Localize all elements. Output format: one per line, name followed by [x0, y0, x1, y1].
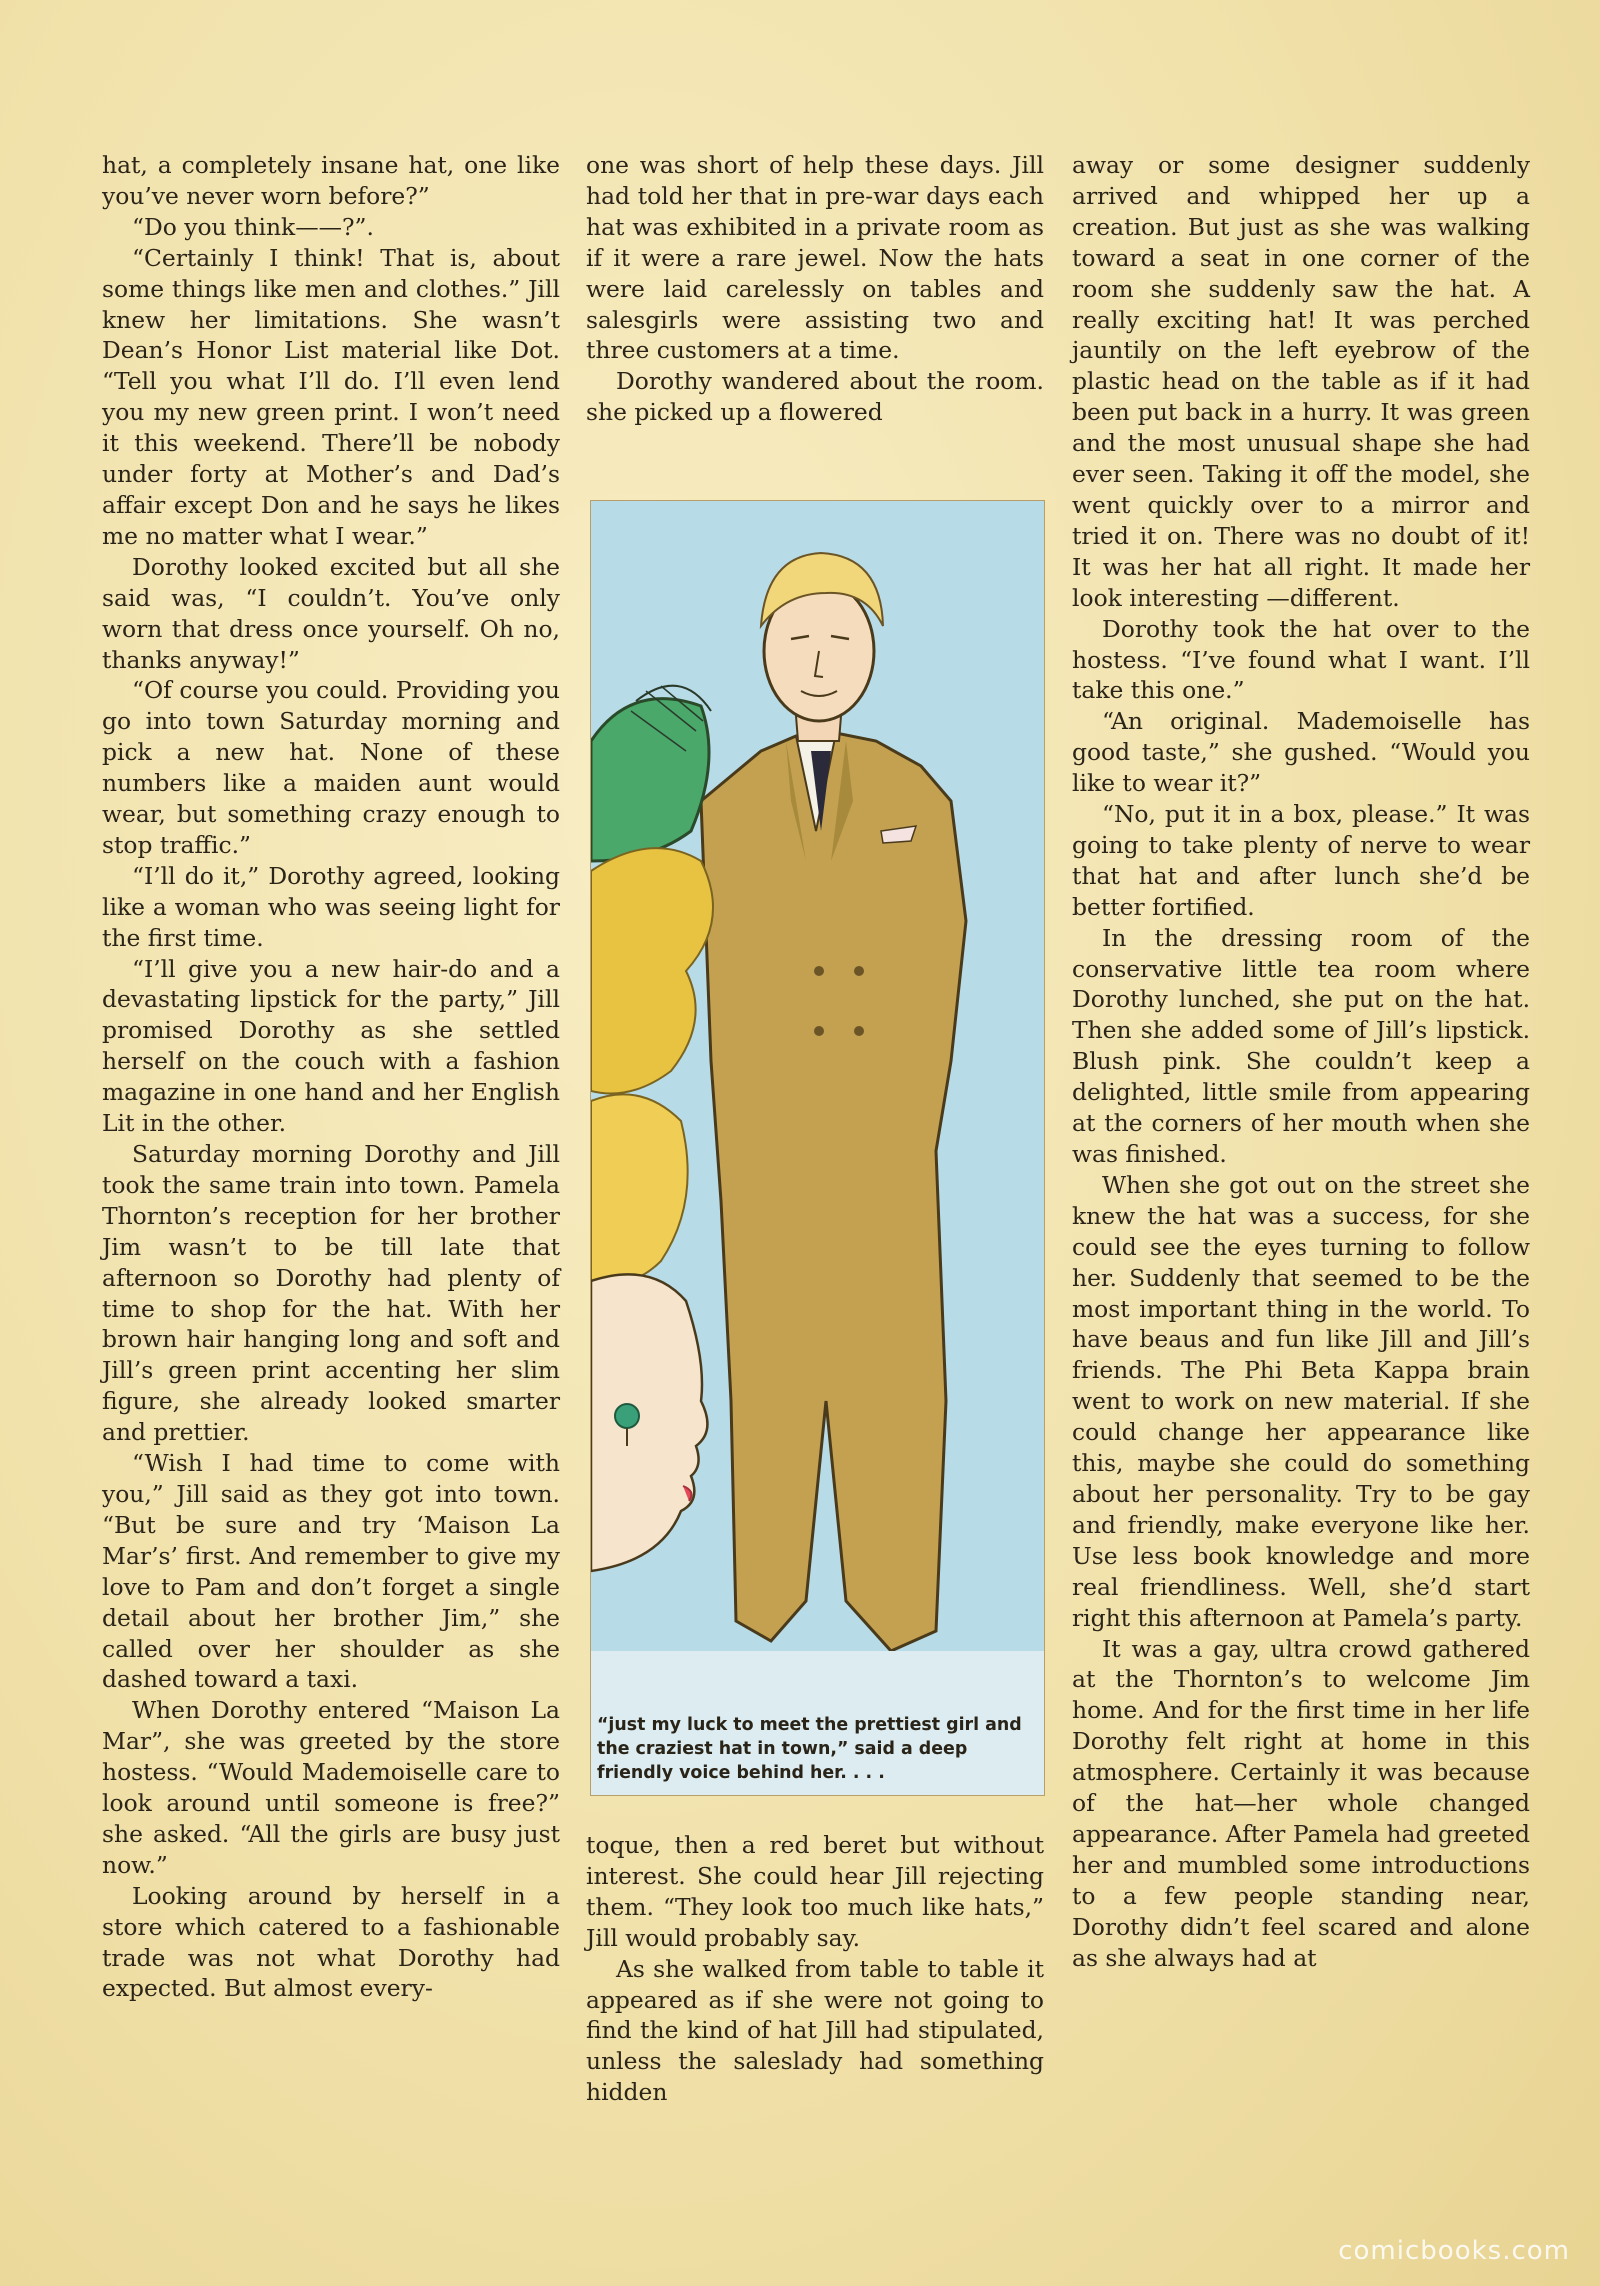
site-watermark: comicbooks.com [1338, 2236, 1570, 2266]
paragraph: away or some designer suddenly arrived and whipped her up a creation. But just as she was walking toward a seat in one corner of the room she suddenly saw the hat. A really exciting hat! It was perched jauntily on the left eyebrow of the plastic head on the table as if it had been put back in a hurry. It was green and the most unusual shape she had ever seen. Taking it off the model, she went quickly over to a mirror and tried it on. There was no doubt of it! It was her hat all right. It made her look interesting —different. [1072, 151, 1530, 612]
paragraph: one was short of help these days. Jill had told her that in pre-war days each hat was exhibited in a private room as if it were a rare jewel. Now the hats were laid carelessly on tables and salesgirls were assisting two and three customers at a time. [586, 151, 1044, 365]
paragraph: “Wish I had time to come with you,” Jill said as they got into town. “But be sure and try ‘Maison La Mar’s’ first. And remember to give my love to Pam and don’t forget a single detail about her brother Jim,” she called over her shoulder as she dashed toward a taxi. [102, 1449, 560, 1694]
paragraph: Dorothy wandered about the room. she picked up a flowered [586, 367, 1044, 427]
paragraph: “No, put it in a box, please.” It was going to take plenty of nerve to wear that hat and after lunch she’d be better fortified. [1072, 800, 1530, 921]
illustration-caption: “just my luck to meet the prettiest girl and the craziest hat in town,” said a deep friendly voice behind her. . . . [597, 1715, 1022, 1783]
paragraph: “An original. Mademoiselle has good taste,” she gushed. “Would you like to wear it?” [1072, 707, 1530, 798]
paragraph: As she walked from table to table it appeared as if she were not going to find the kind of hat Jill had stipulated, unless the saleslady had something hidden [586, 1954, 1044, 2107]
text-column-1 [102, 150, 560, 2004]
paragraph: “I’ll do it,” Dorothy agreed, looking like a woman who was seeing light for the first time. [102, 861, 560, 952]
paragraph: “Of course you could. Providing you go into town Saturday morning and pick a new hat. None of these numbers like a maiden aunt would wear, but something crazy enough to stop traffic.” [102, 676, 560, 859]
paragraph: “Certainly I think! That is, about some things like men and clothes.” Jill knew her limitations. She wasn’t Dean’s Honor List material like Dot. “Tell you what I’ll do. I’ll even lend you my new green print. I won’t need it this weekend. There’ll be nobody under forty at Mother’s and Dad’s affair except Don and he says he likes me no matter what I wear.” [102, 243, 560, 550]
paragraph: Dorothy looked excited but all she said was, “I couldn’t. You’ve only worn that dress once yourself. Oh no, thanks anyway!” [102, 552, 560, 674]
paragraph: When Dorothy entered “Maison La Mar”, she was greeted by the store hostess. “Would Mademoiselle care to look around until someone is free?” she asked. “All the girls are busy just now.” [102, 1696, 560, 1879]
paragraph: When she got out on the street she knew the hat was a success, for she could see the eyes turning to follow her. Suddenly that seemed to be the most important thing in the world. To have beaus and fun like Jill and Jill’s friends. The Phi Beta Kappa brain went to work on new material. If she could change her appearance like this, maybe she could do something about her personality. Try to be gay and friendly, make everyone like her. Use less book knowledge and more real friendliness. Well, she’d start right this afternoon at Pamela’s party. [1072, 1170, 1530, 1632]
paragraph: hat, a completely insane hat, one like you’ve never worn before?” [102, 151, 560, 210]
paragraph: Saturday morning Dorothy and Jill took the same train into town. Pamela Thornton’s reception for her brother Jim wasn’t to be till late that afternoon so Dorothy had plenty of time to shop for the hat. With her brown hair hanging long and soft and Jill’s green print accenting her slim figure, she already looked smarter and prettier. [102, 1140, 560, 1447]
paragraph: Looking around by herself in a store which catered to a fashionable trade was not what Dorothy had expected. But almost every- [102, 1881, 560, 2003]
paragraph: It was a gay, ultra crowd gathered at the Thornton’s to welcome Jim home. And for the first time in her life Dorothy felt right at home in this atmosphere. Certainly it was because of the hat—her whole changed appearance. After Pamela had greeted her and mumbled some introductions to a few people standing near, Dorothy didn’t feel scared and alone as she always had at [1072, 1634, 1530, 1972]
paragraph: “Do you think——?”. [132, 212, 374, 241]
text-column-2-top [586, 150, 1044, 428]
illustration-art [591, 501, 1044, 1795]
text-column-3 [1072, 150, 1530, 1973]
paragraph: In the dressing room of the conservative little tea room where Dorothy lunched, she put on the hat. Then she added some of Jill’s lipstick. Blush pink. She couldn’t keep a delighted, little smile from appearing at the corners of her mouth when she was finished. [1072, 923, 1530, 1168]
text-column-2-bottom [586, 1830, 1044, 2108]
story-illustration [590, 500, 1045, 1796]
paragraph: “I’ll give you a new hair-do and a devastating lipstick for the party,” Jill promised Dorothy as she settled herself on the couch with a fashion magazine in one hand and her English Lit in the other. [102, 954, 560, 1138]
paragraph: toque, then a red beret but without interest. She could hear Jill rejecting them. “They look too much like hats,” Jill would probably say. [586, 1831, 1044, 1952]
paragraph: Dorothy took the hat over to the hostess. “I’ve found what I want. I’ll take this one.” [1072, 614, 1530, 705]
